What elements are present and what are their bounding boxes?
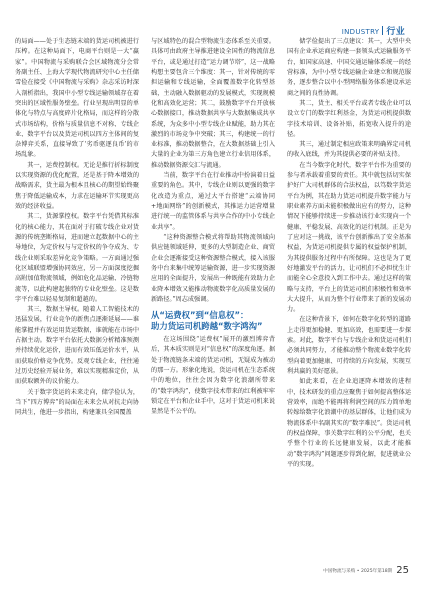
paragraph: 其二，货主、相关平台或者专线企业可以设立专门的数字红利基金，为货运司机提供数字技术培训、设备补贴，拓宽收入提升的途径。 <box>287 99 411 138</box>
journal-info: 中国物流与采购 • 2025年第18期 <box>323 569 393 574</box>
page-footer <box>323 565 409 576</box>
paragraph: 其三，通过制定相应政策来明确界定司机的收入底线，并为其提供必要的补贴支持。 <box>287 141 411 159</box>
paragraph: 在当今数字化时代，数字平台作为重要的参与者承载着重要的责任。其中就包括切实保护好广大司机群体的合法权益，以笃数字货运平台为例，其在助力货运司机提升数字能力与职业素养方面未能积极做出应有的努力，这种情况下能够持续进一步推动该行业实现向一个健康、平稳发展、高效化的运行机制。正是为了应对这一挑战，该平台创新推出了安全基准权益，为货运司机提供专属的权益保护机制，为其提供服务过程中有所保障。这也是为了更好地激发平台的活力，让司机们不必担忧生计而能全心全意投入到工作中去。通过这样的策略与支持，平台上的货运司机们积极性和效率大大提升，从而为整个行业带来了新的发展动力。 <box>287 161 411 314</box>
paragraph: 储学俭提出了三点建议：其一，大型中央国有企业承运商应构建一套领头式运输服务平台，如国家高速、中国交通运输体系统一的经营标准，为中小型专线运输企业建立和规范服务，逐步整合以中小型网络服务体系建设承运商之间的良性协调。 <box>287 38 411 97</box>
section-label-en: INDUSTRY <box>341 28 380 36</box>
subheading-line-1: 从“运费权”到“信息权”： <box>151 310 249 321</box>
paragraph: “这种资源整合模式将帮助其物流领域向供应链领域延伸，更多的大型制造企业、商贸企业会逐渐接受这种资源整合模式，接入该服务中台来集中统筹运输资源，进一步实现资源应用的全面提升，发展出一种既能有效助力企业降本增效又能推动物流数字化高质量发展的新路径。”周志成强调。 <box>151 233 275 303</box>
text-column-2 <box>151 37 275 418</box>
paragraph: 在这种背景下，如何在数字化转型的道路上走得更加稳健、更加高效，也需要进一步探索。对此，数字平台与专线企业和货运司机们必须共同努力，才能推动整个物流业数字化转型向着更加健康、可持续的方向发展，实现互利共赢的美好愿景。 <box>287 316 411 375</box>
header-divider <box>382 26 383 35</box>
page-number: 25 <box>396 565 409 576</box>
paragraph: 如此来看，在企业追逐降本增效的进程中，技术研发的重点应聚焦于如何提高整体运营效率，而绝不能再将利润空间的压力简单地转嫁给数字化浪潮中的基层群体，让他们成为物流体系中名副其实的“数字难民”。货运司机的权益保障，事关数字红利的公平分配，也关乎整个行业的长远健康发展，以此才能推动“数字鸿沟”问题逐步得到化解，促进就业公平的实现。 <box>287 378 411 468</box>
paragraph: 的局面——处于生态链末端的货运司机被进行压榨。在这种局面下，电商平台则是一大“赢家”。中国物流与采购联合会区域物流分会常务副主任、上海大学现代物流研究中心主任储雪俭在接受《中国物流与采购》杂志采访时深入剖析指出，我国中小型专线运输领域存在着突出的区域性服务壁垒。行业呈现出明显的单体化与特点与高度碎片化格局，而这样的分散式市场结构，价格与质量信息不对称、专线企业、数字平台以及货运司机以四方主体间的复杂博弈关系，直接导致了‘劣币驱逐良币’的市场乱象。 <box>15 38 139 159</box>
subheading-line-2: 助力货运司机跨越“数字鸿沟” <box>151 321 263 332</box>
paragraph: 其二，货源掌控权。数字平台凭借其标准化的核心能力，其在面对于打破专线企业对货源的传统垄断格局，进而建立起数据中心的主导地位，为定价权与与定价权的争夺成为、专线企业则采取差异化竞争策略。一方面通过强化区域联盟增强协同效应，另一方面深度挖掘高附加值物流领域，例如危化品运输、冷链物流等，以此构建起独特的专业化壁垒。这是数字平台难以轻易复制和超越的。 <box>15 213 139 303</box>
paragraph: 其三，数据主导权。随着人工智能技术的迅猛发展，行业竞争的新焦点逐渐延展——谁能掌握并有效运用货运数据，谁就能在市场中占据主动。数字平台依托大数据分析精准预测并持续优化运价，进而有效压低运价水平，从而获取价格竞争优势。反观专线企业，往往通过历史经验开展业务，难以实现精准定价，从而获取额外的议价能力。 <box>15 306 139 386</box>
text-column-1 <box>15 37 139 419</box>
section-subheading <box>151 310 275 332</box>
paragraph: 与区域特色的混合型物流生态体系至关重要。具体可由政府主导推进建设全国性的物流信息平台，或是通过打造“运力调节塔”，这一战略构想主要包含三个维度：其一，针对传统的零担运输和专线运输，全面覆盖数字化转型基础，主动融入数据驱动的发展模式，实现规模化和高效化运营；其二，鼓励数字平台开放核心数据接口，推动数据共享与大数据集成共享系统，为众多中小型专线企业赋能，助力其在激烈的市场竞争中突破；其三，构建统一的行业标准，推动数据整合，在大数据基础上引入大量的企业为第三方角色建立行业信用体系，推动数据资源交汇与流通。 <box>151 38 275 169</box>
text-column-3 <box>287 37 411 470</box>
paragraph: 其一，运费控制权。无论是推行折标制度以实现资源的优化配置，还是基于降本增效的战略需求，货主最为根本且核心的期望始终聚焦于降低运输成本，力求在运输环节实现更高效的经济收益。 <box>15 161 139 210</box>
paragraph: 在这场围绕“运费权”展开的激烈博弈背后，其本质实则是对“信息权”的深度角逐。据处于物流链条末端的货运司机，无疑成为被动的那一方。形象化地说，货运司机在生态系统中的地位，往往会因为数字化浪潮所带来的“数字鸿沟”，使数字技术带来的红利被牢牢锁定在平台和企业手中，这对于货运司机来说显然是不公平的。 <box>151 336 275 416</box>
section-header <box>342 24 405 37</box>
paragraph: 关于数字货运的未来走向，储学俭认为，当下“四方博弈”的局面在未来会从对抗走向协同共生，他进一步指出，构建兼具全国覆盖 <box>15 388 139 417</box>
paragraph: 当前，数字平台在行业推动中扮演着日益重要的角色。其中，专线企业则以更强的数字化改造为重点，通过大平台搭建“云端协同+地面网络”的创新模式，其推运力运营增量进行统一的监管体系与共享合作的中小专线企业共享”。 <box>151 172 275 231</box>
section-label-cn: 行业 <box>386 27 405 37</box>
